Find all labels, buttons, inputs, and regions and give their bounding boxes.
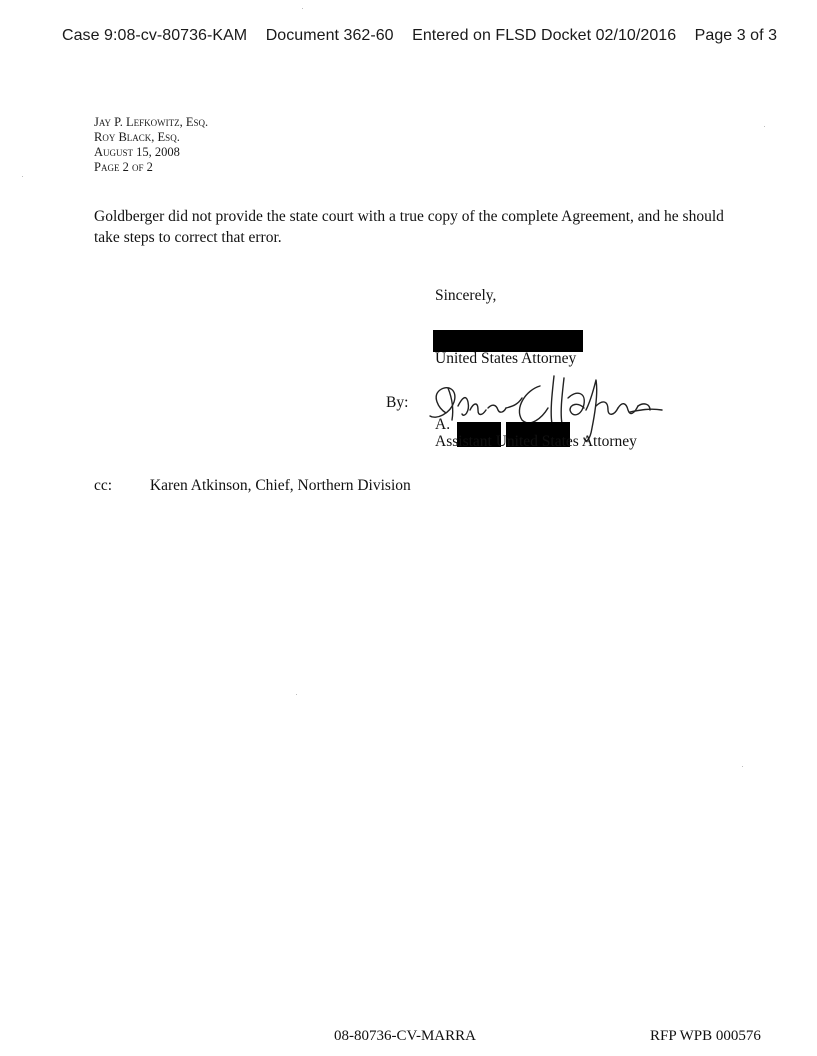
- letter-date: August 15, 2008: [94, 145, 180, 159]
- scan-speck: [22, 176, 23, 177]
- document-number-stamp: Document 362-60: [265, 27, 394, 44]
- scan-speck: [764, 126, 765, 127]
- scan-speck: [296, 694, 297, 695]
- redaction-bar: [433, 330, 583, 352]
- scan-speck: [302, 8, 303, 9]
- assistant-signer-title: Assistant United States Attorney: [435, 433, 637, 450]
- closing-salutation: Sincerely,: [435, 287, 497, 304]
- cc-line: [94, 477, 411, 495]
- by-label: By:: [386, 394, 409, 411]
- docket-header-stamp: [62, 27, 777, 45]
- recipient-line-1: Jay P. Lefkowitz, Esq.: [94, 115, 209, 129]
- case-number-stamp: Case 9:08-cv-80736-KAM: [62, 27, 248, 44]
- footer-case-number: 08-80736-CV-MARRA: [334, 1028, 476, 1044]
- cc-label: cc:: [94, 477, 113, 494]
- footer-bates-number: RFP WPB 000576: [650, 1028, 761, 1044]
- letter-page-number: Page 2 of 2: [94, 160, 153, 174]
- signer-initial: A.: [435, 416, 451, 433]
- letter-heading-block: [94, 115, 208, 175]
- recipient-line-2: Roy Black, Esq.: [94, 130, 180, 144]
- page-count-stamp: Page 3 of 3: [694, 27, 778, 44]
- scan-speck: [742, 766, 743, 767]
- letter-body-paragraph: Goldberger did not provide the state court with a true copy of the complete Agreement, and he should take steps to correct that error.: [94, 208, 724, 246]
- entered-date-stamp: Entered on FLSD Docket 02/10/2016: [412, 27, 677, 44]
- cc-recipient: Karen Atkinson, Chief, Northern Division: [149, 477, 411, 494]
- signer-title: United States Attorney: [435, 350, 577, 367]
